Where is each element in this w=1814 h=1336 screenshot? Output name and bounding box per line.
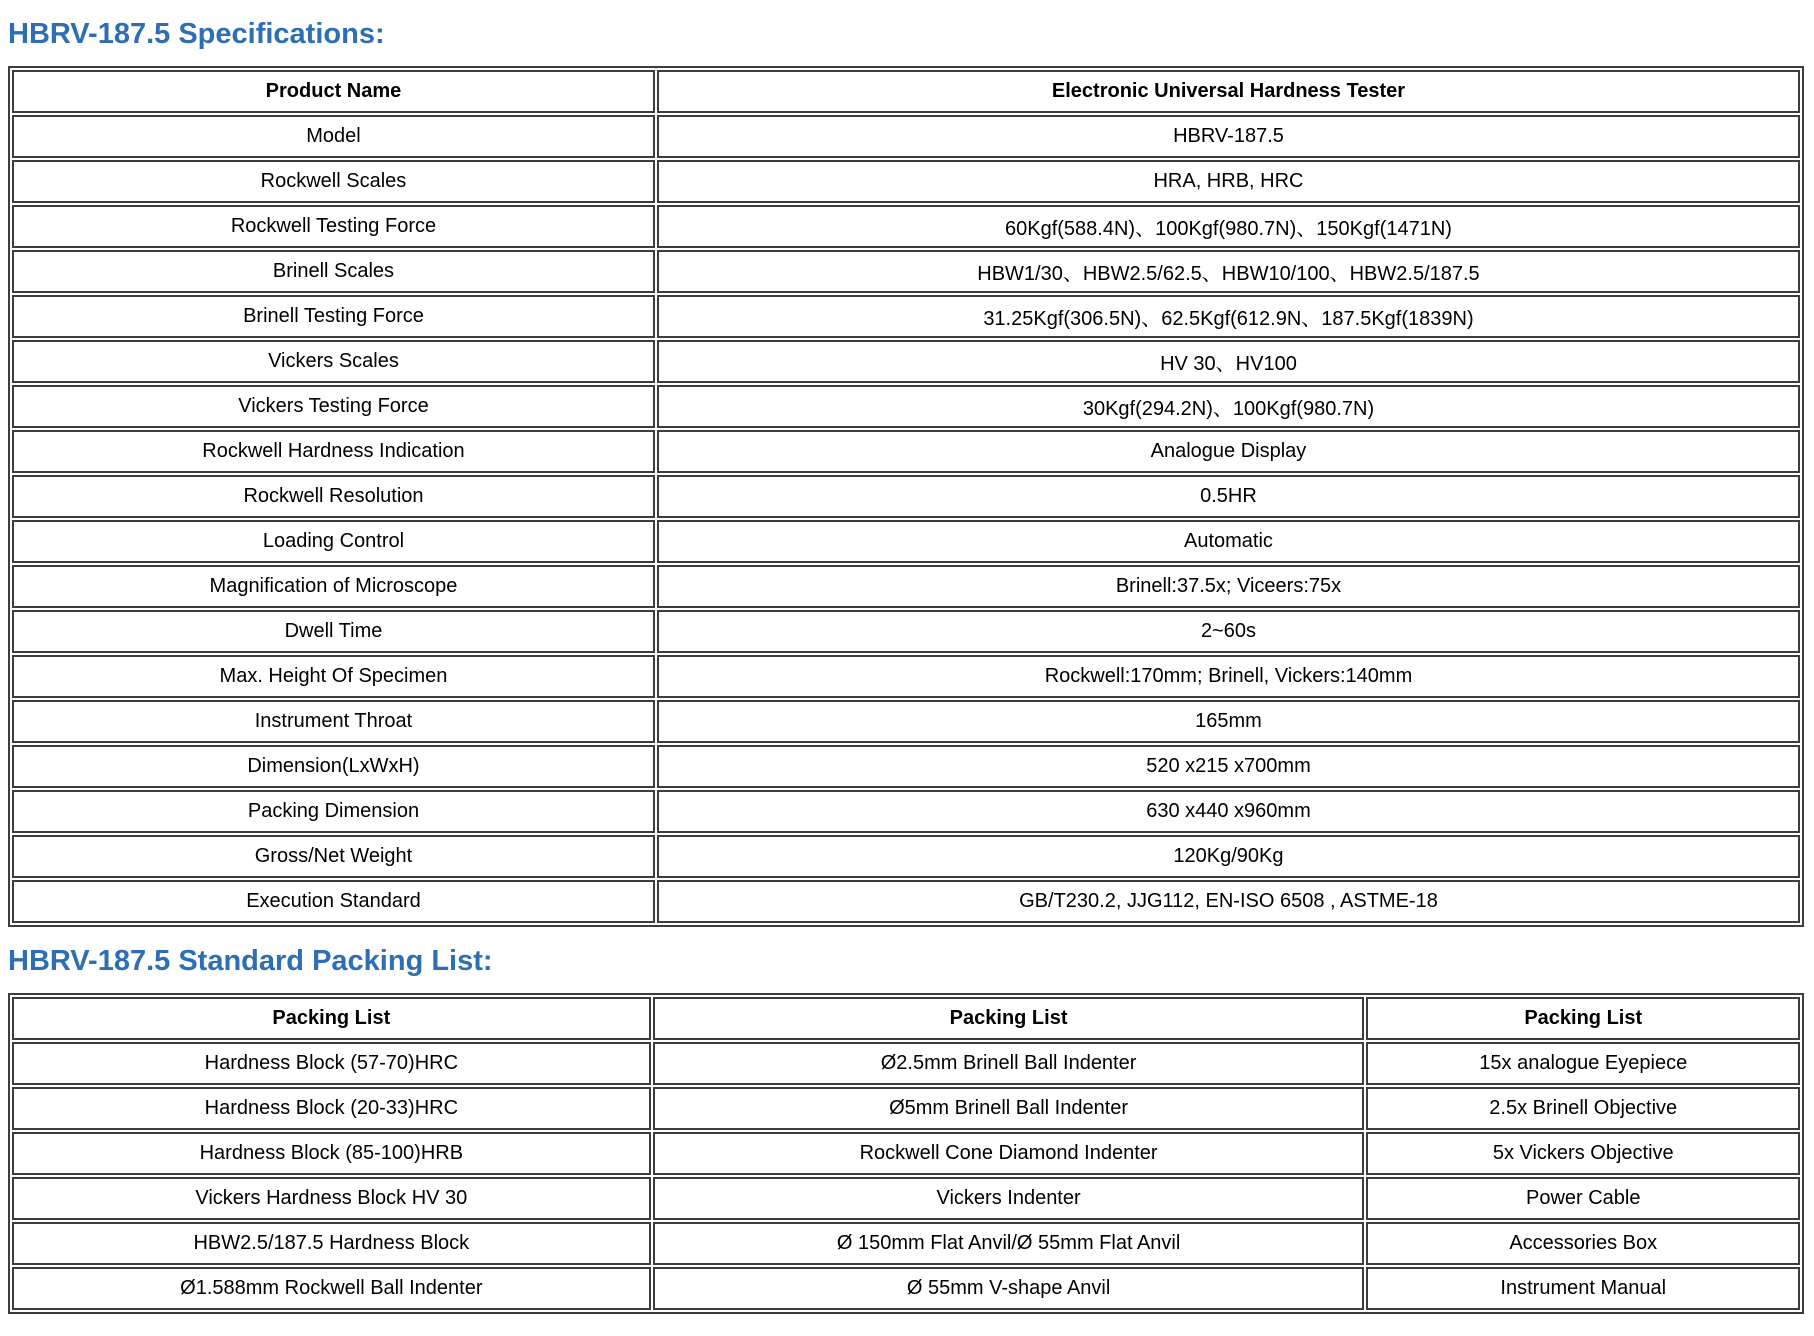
table-row bbox=[12, 295, 1800, 338]
spec-label-cell: Magnification of Microscope bbox=[12, 565, 655, 608]
packing-item-cell: 15x analogue Eyepiece bbox=[1366, 1042, 1800, 1085]
packing-item-cell: Ø1.588mm Rockwell Ball Indenter bbox=[12, 1267, 651, 1310]
spec-label-cell: Execution Standard bbox=[12, 880, 655, 923]
spec-value-cell: 2~60s bbox=[657, 610, 1800, 653]
spec-value-cell: HBRV-187.5 bbox=[657, 115, 1800, 158]
specifications-table bbox=[8, 66, 1804, 927]
table-row bbox=[12, 430, 1800, 473]
packing-header-row bbox=[12, 997, 1800, 1040]
spec-value-cell: Brinell:37.5x; Viceers:75x bbox=[657, 565, 1800, 608]
table-row bbox=[12, 340, 1800, 383]
spec-value-cell: 165mm bbox=[657, 700, 1800, 743]
table-row bbox=[12, 1132, 1800, 1175]
packing-item-cell: 2.5x Brinell Objective bbox=[1366, 1087, 1800, 1130]
packing-item-cell: Ø5mm Brinell Ball Indenter bbox=[653, 1087, 1365, 1130]
spec-header-label-cell: Product Name bbox=[12, 70, 655, 113]
spec-label-cell: Brinell Testing Force bbox=[12, 295, 655, 338]
spec-label-cell: Rockwell Hardness Indication bbox=[12, 430, 655, 473]
spec-value-cell: HV 30、HV100 bbox=[657, 340, 1800, 383]
packing-item-cell: Hardness Block (20-33)HRC bbox=[12, 1087, 651, 1130]
spec-value-cell: 520 x215 x700mm bbox=[657, 745, 1800, 788]
spec-label-cell: Gross/Net Weight bbox=[12, 835, 655, 878]
packing-item-cell: Hardness Block (57-70)HRC bbox=[12, 1042, 651, 1085]
packing-item-cell: Accessories Box bbox=[1366, 1222, 1800, 1265]
spec-value-cell: 60Kgf(588.4N)、100Kgf(980.7N)、150Kgf(1471N) bbox=[657, 205, 1800, 248]
table-row bbox=[12, 1267, 1800, 1310]
spec-value-cell: Analogue Display bbox=[657, 430, 1800, 473]
packing-item-cell: Ø 55mm V-shape Anvil bbox=[653, 1267, 1365, 1310]
table-row bbox=[12, 385, 1800, 428]
spec-label-cell: Vickers Testing Force bbox=[12, 385, 655, 428]
table-row bbox=[12, 565, 1800, 608]
table-row bbox=[12, 700, 1800, 743]
packing-item-cell: Ø 150mm Flat Anvil/Ø 55mm Flat Anvil bbox=[653, 1222, 1365, 1265]
spec-label-cell: Max. Height Of Specimen bbox=[12, 655, 655, 698]
spec-label-cell: Dwell Time bbox=[12, 610, 655, 653]
spec-value-cell: Automatic bbox=[657, 520, 1800, 563]
packing-item-cell: Power Cable bbox=[1366, 1177, 1800, 1220]
spec-label-cell: Model bbox=[12, 115, 655, 158]
table-row bbox=[12, 115, 1800, 158]
packing-item-cell: Hardness Block (85-100)HRB bbox=[12, 1132, 651, 1175]
spec-value-cell: 0.5HR bbox=[657, 475, 1800, 518]
spec-label-cell: Dimension(LxWxH) bbox=[12, 745, 655, 788]
spec-value-cell: Rockwell:170mm; Brinell, Vickers:140mm bbox=[657, 655, 1800, 698]
packing-item-cell: Ø2.5mm Brinell Ball Indenter bbox=[653, 1042, 1365, 1085]
packing-item-cell: HBW2.5/187.5 Hardness Block bbox=[12, 1222, 651, 1265]
spec-label-cell: Rockwell Scales bbox=[12, 160, 655, 203]
packing-header-cell: Packing List bbox=[653, 997, 1365, 1040]
table-row bbox=[12, 790, 1800, 833]
spec-label-cell: Rockwell Resolution bbox=[12, 475, 655, 518]
table-row bbox=[12, 520, 1800, 563]
table-row bbox=[12, 250, 1800, 293]
spec-header-row bbox=[12, 70, 1800, 113]
table-row bbox=[12, 475, 1800, 518]
spec-value-cell: 630 x440 x960mm bbox=[657, 790, 1800, 833]
packing-list-table bbox=[8, 993, 1804, 1314]
table-row bbox=[12, 1177, 1800, 1220]
table-row bbox=[12, 1222, 1800, 1265]
packing-item-cell: 5x Vickers Objective bbox=[1366, 1132, 1800, 1175]
spec-label-cell: Rockwell Testing Force bbox=[12, 205, 655, 248]
table-row bbox=[12, 880, 1800, 923]
spec-header-value-cell: Electronic Universal Hardness Tester bbox=[657, 70, 1800, 113]
table-row bbox=[12, 835, 1800, 878]
table-row bbox=[12, 160, 1800, 203]
spec-value-cell: GB/T230.2, JJG112, EN-ISO 6508 , ASTME-18 bbox=[657, 880, 1800, 923]
table-row bbox=[12, 655, 1800, 698]
spec-label-cell: Brinell Scales bbox=[12, 250, 655, 293]
spec-section-heading: HBRV-187.5 Specifications: bbox=[8, 18, 385, 50]
packing-section-heading: HBRV-187.5 Standard Packing List: bbox=[8, 945, 493, 977]
spec-value-cell: 120Kg/90Kg bbox=[657, 835, 1800, 878]
spec-label-cell: Packing Dimension bbox=[12, 790, 655, 833]
table-row bbox=[12, 610, 1800, 653]
packing-item-cell: Instrument Manual bbox=[1366, 1267, 1800, 1310]
packing-item-cell: Vickers Indenter bbox=[653, 1177, 1365, 1220]
spec-value-cell: HRA, HRB, HRC bbox=[657, 160, 1800, 203]
packing-item-cell: Vickers Hardness Block HV 30 bbox=[12, 1177, 651, 1220]
table-row bbox=[12, 1087, 1800, 1130]
spec-value-cell: 30Kgf(294.2N)、100Kgf(980.7N) bbox=[657, 385, 1800, 428]
packing-header-cell: Packing List bbox=[1366, 997, 1800, 1040]
spec-label-cell: Instrument Throat bbox=[12, 700, 655, 743]
table-row bbox=[12, 1042, 1800, 1085]
spec-label-cell: Loading Control bbox=[12, 520, 655, 563]
table-row bbox=[12, 205, 1800, 248]
spec-label-cell: Vickers Scales bbox=[12, 340, 655, 383]
packing-item-cell: Rockwell Cone Diamond Indenter bbox=[653, 1132, 1365, 1175]
table-row bbox=[12, 745, 1800, 788]
packing-header-cell: Packing List bbox=[12, 997, 651, 1040]
spec-value-cell: HBW1/30、HBW2.5/62.5、HBW10/100、HBW2.5/187.5 bbox=[657, 250, 1800, 293]
spec-value-cell: 31.25Kgf(306.5N)、62.5Kgf(612.9N、187.5Kgf(1839N) bbox=[657, 295, 1800, 338]
